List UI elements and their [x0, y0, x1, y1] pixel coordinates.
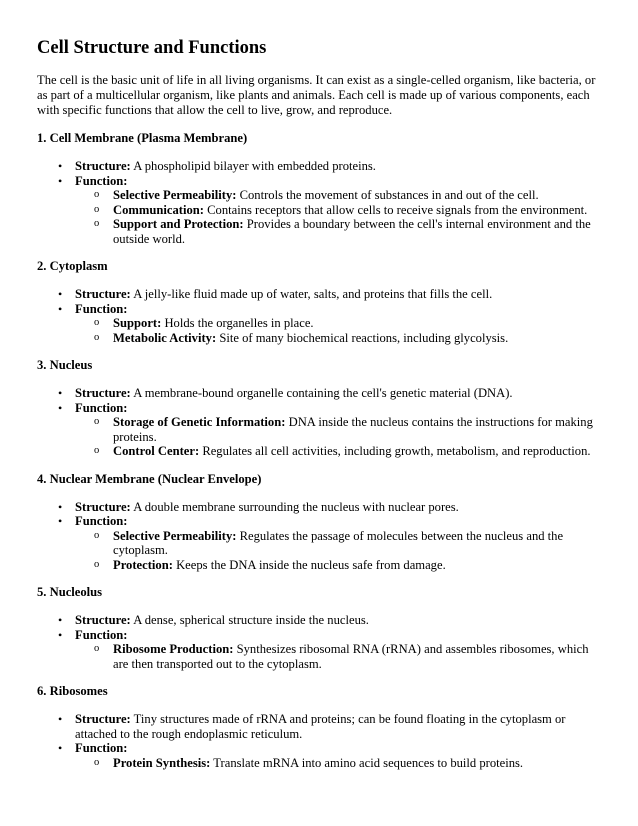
- section: [37, 358, 598, 459]
- sections-container: [37, 131, 598, 770]
- function-text: Keeps the DNA inside the nucleus safe from damage.: [176, 557, 446, 572]
- function-label: Function:: [75, 514, 128, 528]
- section-heading: 6. Ribosomes: [37, 684, 108, 698]
- function-subitem: [75, 316, 598, 331]
- function-sublist: [75, 316, 598, 345]
- structure-text: Tiny structures made of rRNA and proteins; can be found floating in the cytoplasm or attached to the rough endoplasmic reticulum.: [75, 712, 566, 741]
- section-bullet-list: [37, 500, 598, 573]
- function-label: Function:: [75, 173, 128, 188]
- function-item: [37, 741, 598, 770]
- section-heading: 5. Nucleolus: [37, 585, 103, 599]
- function-subitem: [75, 415, 598, 444]
- function-text: Provides a boundary between the cell's internal environment and the outside world.: [113, 217, 591, 246]
- structure-item: [37, 159, 598, 174]
- function-label: Function:: [75, 741, 128, 755]
- function-sublist: [75, 642, 598, 671]
- function-subitem: [75, 529, 598, 558]
- function-subitem: [75, 203, 598, 218]
- structure-item: [37, 712, 598, 741]
- function-subitem: [75, 188, 598, 203]
- function-subitem: [75, 756, 598, 771]
- function-label: Function:: [75, 400, 128, 415]
- structure-text: A phospholipid bilayer with embedded proteins.: [133, 159, 376, 173]
- function-sublist: [75, 529, 598, 573]
- structure-item: [37, 287, 598, 302]
- page-title: Cell Structure and Functions: [37, 38, 267, 58]
- function-sublist: [75, 188, 598, 246]
- section-bullet-list: [37, 386, 598, 459]
- function-text: Regulates the passage of molecules between the nucleus and the cytoplasm.: [113, 528, 564, 557]
- function-term: Support:: [113, 316, 162, 330]
- function-sublist: [75, 415, 598, 459]
- function-term: Selective Permeability:: [113, 528, 237, 543]
- function-text: Regulates all cell activities, including growth, metabolism, and reproduction.: [202, 444, 591, 458]
- section-heading: 1. Cell Membrane (Plasma Membrane): [37, 131, 248, 145]
- function-sublist: [75, 756, 598, 771]
- function-text: Controls the movement of substances in and out of the cell.: [239, 188, 539, 202]
- function-label: Function:: [75, 301, 128, 316]
- function-term: Metabolic Activity:: [113, 330, 217, 345]
- structure-item: [37, 613, 598, 628]
- function-text: Site of many biochemical reactions, including glycolysis.: [219, 330, 509, 345]
- section: [37, 259, 598, 345]
- function-text: Synthesizes ribosomal RNA (rRNA) and assembles ribosomes, which are then transported out to the cytoplasm.: [113, 642, 589, 671]
- function-term: Protein Synthesis:: [113, 755, 211, 770]
- function-term: Selective Permeability:: [113, 188, 237, 202]
- section: [37, 585, 598, 671]
- structure-label: Structure:: [75, 287, 131, 301]
- section: [37, 472, 598, 573]
- function-item: [37, 401, 598, 459]
- function-subitem: [75, 217, 598, 246]
- function-text: Contains receptors that allow cells to receive signals from the environment.: [207, 202, 588, 217]
- structure-text: A dense, spherical structure inside the nucleus.: [133, 613, 369, 627]
- section-heading: 2. Cytoplasm: [37, 259, 108, 273]
- structure-item: [37, 500, 598, 515]
- structure-text: A jelly-like fluid made up of water, salts, and proteins that fills the cell.: [133, 287, 493, 301]
- section: [37, 684, 598, 770]
- section-heading: 3. Nucleus: [37, 358, 93, 372]
- function-subitem: [75, 642, 598, 671]
- structure-label: Structure:: [75, 712, 131, 726]
- function-item: [37, 302, 598, 346]
- function-item: [37, 174, 598, 247]
- function-text: Holds the organelles in place.: [164, 316, 314, 330]
- function-label: Function:: [75, 627, 128, 642]
- section-bullet-list: [37, 613, 598, 671]
- function-subitem: [75, 331, 598, 346]
- function-subitem: [75, 444, 598, 459]
- function-text: DNA inside the nucleus contains the instructions for making proteins.: [113, 415, 593, 444]
- function-item: [37, 628, 598, 672]
- function-term: Communication:: [113, 202, 204, 217]
- intro-paragraph: The cell is the basic unit of life in all living organisms. It can exist as a single-celled organism, like bacteria, or as part of a multicellular organism, like plants and animals. Each cell is made up of various components, each with specific functions that allow the cell to live, grow, and reproduce.: [37, 73, 596, 117]
- function-term: Control Center:: [113, 444, 200, 458]
- function-term: Support and Protection:: [113, 217, 244, 231]
- structure-label: Structure:: [75, 386, 131, 400]
- section-bullet-list: [37, 712, 598, 770]
- function-term: Storage of Genetic Information:: [113, 415, 286, 429]
- section: [37, 131, 598, 246]
- function-text: Translate mRNA into amino acid sequences to build proteins.: [213, 755, 524, 770]
- function-term: Protection:: [113, 557, 173, 572]
- function-term: Ribosome Production:: [113, 642, 234, 656]
- function-subitem: [75, 558, 598, 573]
- structure-label: Structure:: [75, 159, 131, 173]
- section-bullet-list: [37, 159, 598, 246]
- function-item: [37, 514, 598, 572]
- section-heading: 4. Nuclear Membrane (Nuclear Envelope): [37, 471, 262, 486]
- structure-item: [37, 386, 598, 401]
- structure-text: A double membrane surrounding the nucleus with nuclear pores.: [133, 499, 459, 514]
- structure-text: A membrane-bound organelle containing the cell's genetic material (DNA).: [133, 386, 513, 400]
- structure-label: Structure:: [75, 499, 131, 514]
- section-bullet-list: [37, 287, 598, 345]
- structure-label: Structure:: [75, 613, 131, 627]
